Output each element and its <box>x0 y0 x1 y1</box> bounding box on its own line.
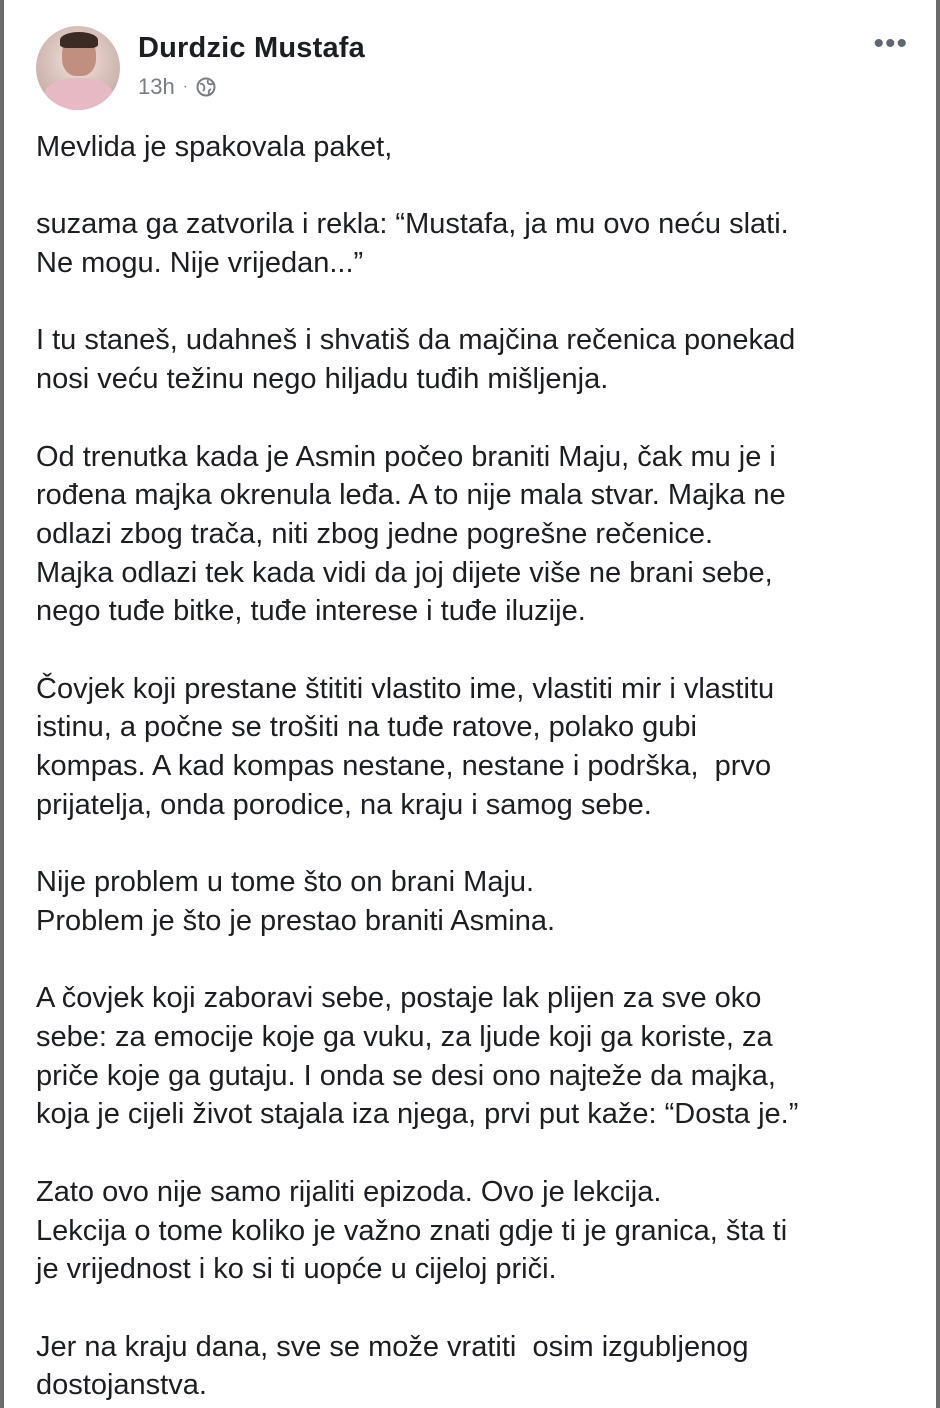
post-paragraph: Nije problem u tome što on brani Maju. Problem je što je prestao braniti Asmina. <box>36 866 556 937</box>
more-options-icon[interactable]: ••• <box>873 27 908 60</box>
avatar[interactable] <box>36 26 120 110</box>
meta-separator: · <box>182 78 189 95</box>
post-paragraph: Mevlida je spakovala paket, <box>36 131 393 163</box>
post-paragraph: Zato ovo nije samo rijaliti epizoda. Ovo je lekcija. Lekcija o tome koliko je važno znati gdje ti je granica, šta ti je vrijednost i ko si ti uopće u cijeloj priči. <box>36 1175 788 1286</box>
post-paragraph: A čovjek koji zaboravi sebe, postaje lak plijen za sve oko sebe: za emocije koje ga vuku, za ljude koji ga koriste, za priče koje ga gutaju. I onda se desi ono najteže da majka, koja je cijeli život stajala iza njega, prvi put kaže: “Dosta je.” <box>36 982 799 1131</box>
globe-icon[interactable] <box>196 77 216 97</box>
avatar-hair <box>60 32 98 48</box>
post-paragraph: Čovjek koji prestane štititi vlastito ime, vlastiti mir i vlastitu istinu, a počne se trošiti na tuđe ratove, polako gubi kompas. A kad kompas nestane, nestane i podrška, prvo prijatelja, onda porodice, na kraju i samog sebe. <box>36 672 775 821</box>
post-paragraph: suzama ga zatvorila i rekla: “Mustafa, ja mu ovo neću slati. Ne mogu. Nije vrijedan...” <box>36 208 789 280</box>
post-paragraph: Od trenutka kada je Asmin počeo braniti Maju, čak mu je i rođena majka okrenula leđa. A to nije mala stvar. Majka ne odlazi zbog trača, niti zbog jedne pogrešne rečenice. Majka odlazi tek kada vidi da joj dijete više ne brani sebe, nego tuđe bitke, tuđe interese i tuđe iluzije. <box>36 440 786 628</box>
post-paragraph: Jer na kraju dana, sve se može vratiti osim izgubljenog dostojanstva. <box>36 1330 749 1402</box>
author-name[interactable]: Durdzic Mustafa <box>138 32 365 64</box>
post-text <box>36 128 916 1405</box>
post-paragraph: I tu staneš, udahneš i shvatiš da majčina rečenica ponekad nosi veću težinu nego hiljadu tuđih mišljenja. <box>36 324 796 396</box>
avatar-shirt <box>44 78 114 110</box>
post-meta <box>138 74 216 100</box>
post-header <box>32 22 912 114</box>
post-time[interactable]: 13h <box>138 74 175 99</box>
